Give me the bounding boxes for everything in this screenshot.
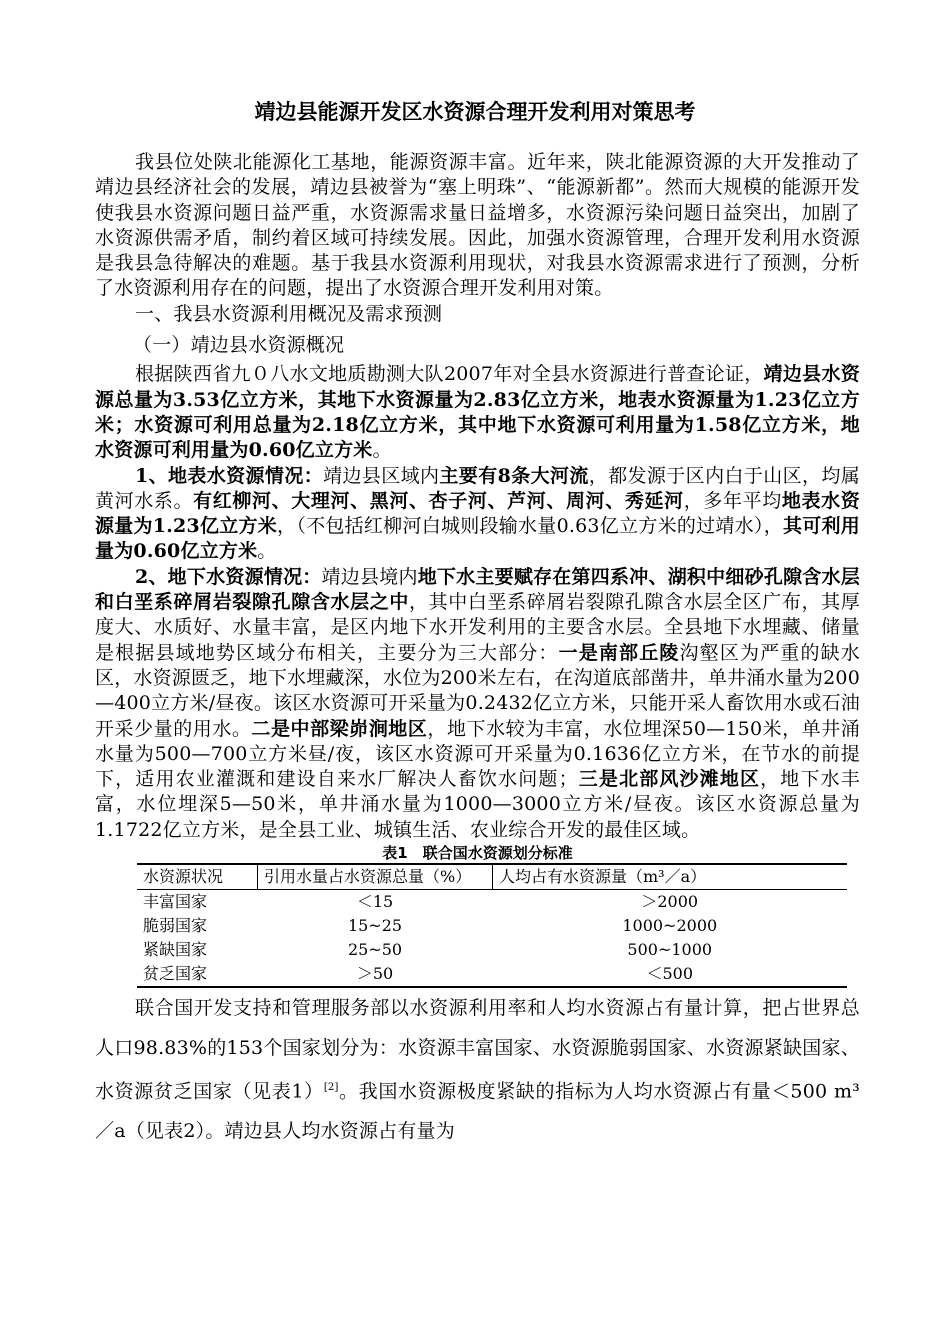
paragraph-overview bbox=[95, 362, 860, 463]
document-title: 靖边县能源开发区水资源合理开发利用对策思考 bbox=[254, 100, 696, 124]
table-cell: ＜15 bbox=[356, 892, 394, 912]
table-cell: 紧缺国家 bbox=[143, 940, 208, 960]
paragraph-groundwater bbox=[95, 565, 860, 843]
table-header-cell: 人均占有水资源量（m³／a） bbox=[493, 864, 848, 890]
table-cell: 500~1000 bbox=[627, 940, 713, 960]
table-row bbox=[137, 890, 847, 915]
bold-run: 地下水主要赋存在第四系冲、湖积中细砂孔隙含水层和白垩系碎屑岩裂隙孔隙含水层之中 bbox=[95, 565, 860, 614]
table-row bbox=[137, 938, 847, 962]
text-run: ，都发源于区内白于山区，均属黄河水系。 bbox=[95, 464, 860, 512]
table-header-row bbox=[137, 864, 847, 890]
table-cell: 丰富国家 bbox=[143, 892, 208, 912]
table-row bbox=[137, 914, 847, 938]
bold-run: 三是北部风沙滩地区 bbox=[577, 768, 761, 791]
bold-run: 有红柳河、大理河、黑河、杏子河、芦河、周河、秀延河 bbox=[193, 489, 684, 512]
intro-paragraph: 我县位处陕北能源化工基地，能源资源丰富。近年来，陕北能源资源的大开发推动了靖边县经济社会的发展，靖边县被誉为“塞上明珠”、“能源新都”。然而大规模的能源开发使我县水资源问题日益严重，水资源需求量日益增多，水资源污染问题日益突出，加剧了水资源供需矛盾，制约着区域可持续发展。因此，加强水资源管理，合理开发利用水资源是我县急待解决的难题。基于我县水资源利用现状，对我县水资源需求进行了预测，分析了水资源利用存在的问题，提出了水资源合理开发利用对策。 bbox=[95, 151, 860, 300]
text-run: ，地下水较为丰富，水位埋深50—150米，单井涌水量为500—700立方米昼/夜，该区水资源可开采量为0.1636亿立方米，在节水的前提下，适用农业灌溉和建设自来水厂解决人畜饮水问题； bbox=[95, 717, 860, 791]
table-cell: 25~50 bbox=[347, 940, 403, 960]
table-header-cell: 水资源状况 bbox=[137, 864, 258, 890]
table-header-cell: 引用水量占水资源总量（%） bbox=[258, 864, 493, 890]
text-run: 靖边县境内 bbox=[321, 565, 418, 588]
citation-reference: [2] bbox=[323, 1082, 339, 1094]
un-water-standard-table bbox=[137, 863, 847, 988]
text-run: ，多年平均 bbox=[683, 489, 782, 512]
bold-run: 主要有8条大河流 bbox=[439, 464, 589, 487]
bold-run: 2、地下水资源情况： bbox=[135, 565, 322, 588]
text-run: ，其中白垩系碎屑岩裂隙孔隙含水层全区广布，其厚度大、水质好、水量丰富，是区内地下水开发利用的主要含水层。全县地下水埋藏、储量是根据县域地势区域分布相关，主要分为三大部分： bbox=[95, 591, 861, 664]
text-run: 根据陕西省九０八水文地质勘测大队2007年对全县水资源进行普查论证， bbox=[135, 363, 764, 386]
section-heading-1: 一、我县水资源利用概况及需求预测 bbox=[135, 302, 443, 325]
bold-run: 靖边县水资源总量为3.53亿立方米，其地下水资源量为2.83亿立方米，地表水资源量为1.23亿立方米；水资源可利用总量为2.18亿立方米，其中地下水资源可利用量为1.58亿立方米，地水资源可利用量为0.60亿立方米 bbox=[95, 363, 860, 462]
text-run: 。 bbox=[372, 439, 392, 462]
text-run: 靖边县区域内 bbox=[323, 464, 440, 487]
table-cell: 贫乏国家 bbox=[137, 962, 258, 987]
subsection-heading-1-1: （一）靖边县水资源概况 bbox=[133, 334, 345, 357]
bold-run: 地表水资源量为1.23亿立方米 bbox=[95, 489, 860, 538]
bold-run: 1、地表水资源情况： bbox=[135, 464, 324, 487]
table-cell: 15~25 bbox=[347, 916, 403, 936]
table-caption: 表1 联合国水资源划分标准 bbox=[382, 844, 573, 863]
document-body bbox=[95, 150, 860, 1151]
text-run: ，地下水丰富，水位埋深5—50米，单井涌水量为1000—3000立方米/昼夜。该区水资源总量为1.1722亿立方米，是全县工业、城镇生活、农业综合开发的最佳区域。 bbox=[95, 768, 860, 841]
bold-run: 一是南部丘陵 bbox=[558, 641, 680, 664]
table-cell: 脆弱国家 bbox=[143, 916, 208, 936]
bold-run: 其可利用量为0.60亿立方米 bbox=[95, 515, 860, 563]
closing-section bbox=[95, 988, 860, 1151]
text-run: 沟壑区为严重的缺水区，水资源匮乏，地下水埋藏深，水位为200米左右，在沟道底部凿井，单井涌水量为200—400立方米/昼夜。该区水资源可开采量为0.2432亿立方米，只能开采人畜饮用水或石油开采少量的用水。 bbox=[95, 641, 860, 740]
text-run: 联合国开发支持和管理服务部以水资源利用率和人均水资源占有量计算，把占世界总人口98.83%的153个国家划分为：水资源丰富国家、水资源脆弱国家、水资源紧缺国家、水资源贫乏国家（见表1） bbox=[95, 997, 860, 1103]
text-run: 。我国水资源极度紧缺的指标为人均水资源占有量＜500 m³／a（见表2）。靖边县人均水资源占有量为 bbox=[95, 1080, 860, 1143]
table-row bbox=[137, 962, 847, 987]
table-cell: ＜500 bbox=[493, 962, 848, 987]
text-run: 。 bbox=[257, 540, 277, 563]
table-cell: ＞2000 bbox=[641, 892, 699, 912]
paragraph-un-classification bbox=[95, 988, 860, 1151]
bold-run: 二是中部梁峁涧地区 bbox=[251, 717, 428, 740]
table-cell: ＞50 bbox=[258, 962, 493, 987]
text-run: ，（不包括红柳河白城则段输水量0.63亿立方米的过靖水）， bbox=[277, 515, 783, 538]
paragraph-surface-water bbox=[95, 464, 860, 565]
table-cell: 1000~2000 bbox=[622, 916, 718, 936]
